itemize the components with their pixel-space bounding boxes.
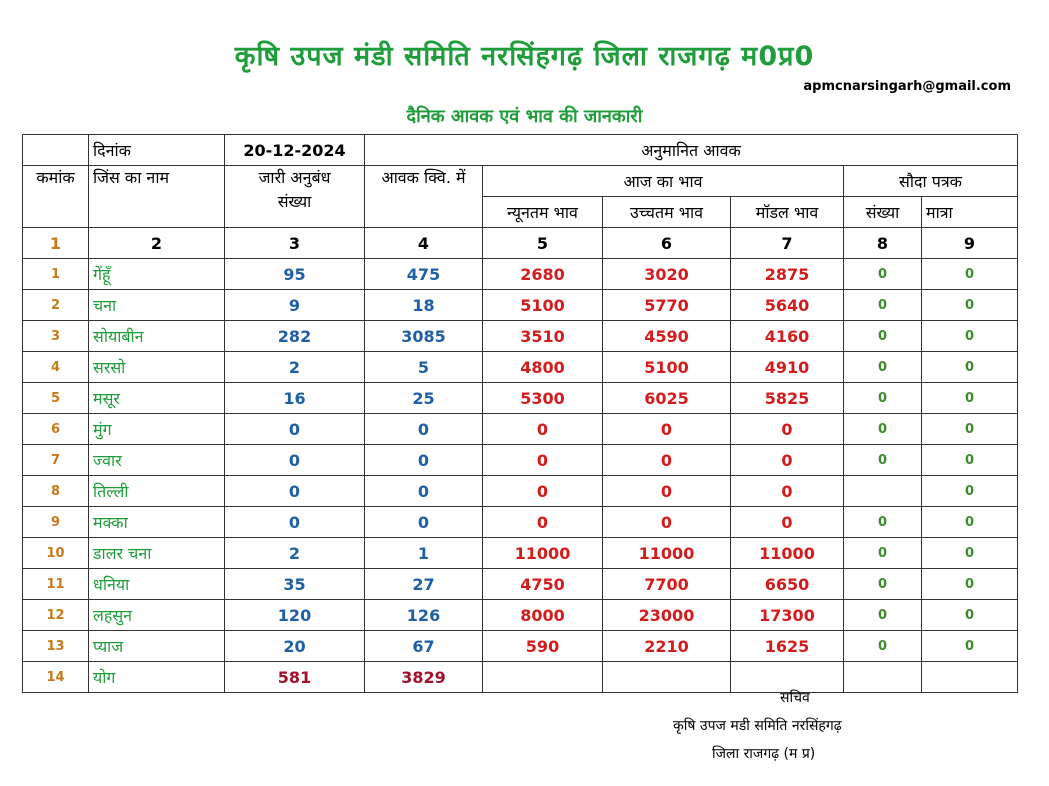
estimated-arrival-header: अनुमानित आवक [365, 135, 1018, 166]
serial-cell: 12 [23, 600, 89, 631]
arrival-cell: 0 [365, 476, 483, 507]
column-number: 5 [483, 228, 603, 259]
max-price-cell: 4590 [603, 321, 731, 352]
deal-quantity-cell: 0 [922, 631, 1018, 662]
deal-count-cell [844, 476, 922, 507]
max-price-cell: 6025 [603, 383, 731, 414]
min-price-cell: 0 [483, 476, 603, 507]
crop-name-cell: लहसुन [89, 600, 225, 631]
modal-price-cell: 6650 [731, 569, 844, 600]
column-number: 9 [922, 228, 1018, 259]
contracts-cell: 2 [225, 538, 365, 569]
modal-price-cell: 1625 [731, 631, 844, 662]
arrival-header: आवक क्वि. में [365, 166, 483, 228]
total-empty-cell [844, 662, 922, 693]
min-price-cell: 4800 [483, 352, 603, 383]
table-row [23, 383, 1018, 414]
contracts-cell: 35 [225, 569, 365, 600]
crop-header: जिंस का नाम [89, 166, 225, 228]
serial-cell: 5 [23, 383, 89, 414]
modal-price-cell: 11000 [731, 538, 844, 569]
min-price-cell: 0 [483, 445, 603, 476]
min-price-cell: 5300 [483, 383, 603, 414]
deal-quantity-cell: 0 [922, 352, 1018, 383]
contracts-cell: 0 [225, 507, 365, 538]
serial-cell: 11 [23, 569, 89, 600]
modal-price-cell: 4160 [731, 321, 844, 352]
email-address: apmcnarsingarh@gmail.com [803, 79, 1011, 94]
serial-cell: 3 [23, 321, 89, 352]
arrival-cell: 67 [365, 631, 483, 662]
max-price-cell: 5770 [603, 290, 731, 321]
arrival-cell: 1 [365, 538, 483, 569]
min-price-cell: 5100 [483, 290, 603, 321]
arrival-cell: 0 [365, 445, 483, 476]
crop-name-cell: मक्का [89, 507, 225, 538]
date-label: दिनांक [89, 135, 225, 166]
quantity-header: मात्रा [922, 197, 1018, 228]
modal-price-cell: 5825 [731, 383, 844, 414]
column-number: 8 [844, 228, 922, 259]
price-table [22, 134, 1018, 693]
deal-count-cell: 0 [844, 631, 922, 662]
crop-name-cell: सोयाबीन [89, 321, 225, 352]
max-price-cell: 11000 [603, 538, 731, 569]
contracts-cell: 0 [225, 476, 365, 507]
max-price-header: उच्चतम भाव [603, 197, 731, 228]
crop-name-cell: सरसो [89, 352, 225, 383]
serial-cell: 7 [23, 445, 89, 476]
deal-quantity-cell: 0 [922, 538, 1018, 569]
report-date: 20-12-2024 [225, 135, 365, 166]
contracts-header: जारी अनुबंध संख्या [225, 166, 365, 228]
deal-count-cell: 0 [844, 290, 922, 321]
modal-price-cell: 5640 [731, 290, 844, 321]
signature-organization: कृषि उपज मडी समिति नरसिंहगढ़ [673, 718, 842, 734]
deal-sheet-header: सौदा पत्रक [844, 166, 1018, 197]
arrival-cell: 27 [365, 569, 483, 600]
crop-name-cell: मुंग [89, 414, 225, 445]
crop-name-cell: चना [89, 290, 225, 321]
total-empty-cell [483, 662, 603, 693]
max-price-cell: 2210 [603, 631, 731, 662]
deal-count-cell: 0 [844, 569, 922, 600]
table-row [23, 600, 1018, 631]
modal-price-cell: 4910 [731, 352, 844, 383]
deal-count-cell: 0 [844, 600, 922, 631]
contracts-cell: 2 [225, 352, 365, 383]
crop-name-cell: तिल्ली [89, 476, 225, 507]
todays-price-header: आज का भाव [483, 166, 844, 197]
deal-count-cell: 0 [844, 383, 922, 414]
deal-count-cell: 0 [844, 259, 922, 290]
max-price-cell: 0 [603, 445, 731, 476]
crop-name-cell: धनिया [89, 569, 225, 600]
column-number: 1 [23, 228, 89, 259]
header-row-date [23, 135, 1018, 166]
total-row [23, 662, 1018, 693]
contracts-cell: 20 [225, 631, 365, 662]
table-row [23, 259, 1018, 290]
arrival-cell: 0 [365, 507, 483, 538]
contracts-cell: 16 [225, 383, 365, 414]
deal-count-cell: 0 [844, 321, 922, 352]
contracts-cell: 282 [225, 321, 365, 352]
serial-cell: 2 [23, 290, 89, 321]
table-row [23, 321, 1018, 352]
deal-quantity-cell: 0 [922, 600, 1018, 631]
serial-cell: 10 [23, 538, 89, 569]
max-price-cell: 3020 [603, 259, 731, 290]
serial-cell: 6 [23, 414, 89, 445]
column-number: 7 [731, 228, 844, 259]
total-serial-cell: 14 [23, 662, 89, 693]
table-row [23, 445, 1018, 476]
crop-name-cell: डालर चना [89, 538, 225, 569]
table-row [23, 631, 1018, 662]
serial-cell: 8 [23, 476, 89, 507]
modal-price-cell: 0 [731, 445, 844, 476]
arrival-cell: 25 [365, 383, 483, 414]
min-price-cell: 0 [483, 414, 603, 445]
serial-cell: 9 [23, 507, 89, 538]
total-empty-cell [603, 662, 731, 693]
max-price-cell: 0 [603, 476, 731, 507]
deal-count-cell: 0 [844, 352, 922, 383]
crop-name-cell: गेंहूँ [89, 259, 225, 290]
deal-quantity-cell: 0 [922, 507, 1018, 538]
serial-cell: 13 [23, 631, 89, 662]
arrival-cell: 0 [365, 414, 483, 445]
min-price-header: न्यूनतम भाव [483, 197, 603, 228]
max-price-cell: 0 [603, 414, 731, 445]
column-number: 3 [225, 228, 365, 259]
deal-quantity-cell: 0 [922, 476, 1018, 507]
table-row [23, 569, 1018, 600]
arrival-cell: 3085 [365, 321, 483, 352]
signature-title: सचिव [780, 690, 810, 706]
min-price-cell: 11000 [483, 538, 603, 569]
arrival-cell: 126 [365, 600, 483, 631]
table-row [23, 352, 1018, 383]
arrival-cell: 5 [365, 352, 483, 383]
max-price-cell: 0 [603, 507, 731, 538]
crop-name-cell: मसूर [89, 383, 225, 414]
min-price-cell: 3510 [483, 321, 603, 352]
page-subtitle: दैनिक आवक एवं भाव की जानकारी [406, 106, 643, 127]
crop-name-cell: प्याज [89, 631, 225, 662]
column-number: 4 [365, 228, 483, 259]
deal-quantity-cell: 0 [922, 414, 1018, 445]
total-contracts-cell: 581 [225, 662, 365, 693]
table-row [23, 476, 1018, 507]
deal-count-cell: 0 [844, 507, 922, 538]
deal-quantity-cell: 0 [922, 569, 1018, 600]
serial-cell: 4 [23, 352, 89, 383]
header-row-main [23, 166, 1018, 197]
page-title: कृषि उपज मंडी समिति नरसिंहगढ़ जिला राजगढ़ म0प्र0 [234, 41, 815, 72]
column-number-row [23, 228, 1018, 259]
contracts-cell: 120 [225, 600, 365, 631]
column-number: 6 [603, 228, 731, 259]
deal-quantity-cell: 0 [922, 321, 1018, 352]
signature-district: जिला राजगढ़ (म प्र) [712, 746, 816, 762]
modal-price-cell: 0 [731, 414, 844, 445]
arrival-cell: 475 [365, 259, 483, 290]
arrival-cell: 18 [365, 290, 483, 321]
contracts-cell: 9 [225, 290, 365, 321]
total-label-cell: योग [89, 662, 225, 693]
deal-quantity-cell: 0 [922, 259, 1018, 290]
min-price-cell: 8000 [483, 600, 603, 631]
deal-quantity-cell: 0 [922, 383, 1018, 414]
serial-cell: 1 [23, 259, 89, 290]
total-arrival-cell: 3829 [365, 662, 483, 693]
min-price-cell: 4750 [483, 569, 603, 600]
crop-name-cell: ज्वार [89, 445, 225, 476]
max-price-cell: 7700 [603, 569, 731, 600]
table-row [23, 507, 1018, 538]
modal-price-header: मॉडल भाव [731, 197, 844, 228]
deal-quantity-cell: 0 [922, 290, 1018, 321]
deal-quantity-cell: 0 [922, 445, 1018, 476]
min-price-cell: 0 [483, 507, 603, 538]
count-header: संख्या [844, 197, 922, 228]
modal-price-cell: 0 [731, 507, 844, 538]
max-price-cell: 5100 [603, 352, 731, 383]
table-row [23, 290, 1018, 321]
deal-count-cell: 0 [844, 414, 922, 445]
contracts-cell: 95 [225, 259, 365, 290]
column-number: 2 [89, 228, 225, 259]
deal-count-cell: 0 [844, 445, 922, 476]
min-price-cell: 590 [483, 631, 603, 662]
min-price-cell: 2680 [483, 259, 603, 290]
contracts-cell: 0 [225, 445, 365, 476]
table-row [23, 414, 1018, 445]
deal-count-cell: 0 [844, 538, 922, 569]
contracts-cell: 0 [225, 414, 365, 445]
total-empty-cell [922, 662, 1018, 693]
serial-header: कमांक [23, 166, 89, 228]
table-row [23, 538, 1018, 569]
max-price-cell: 23000 [603, 600, 731, 631]
modal-price-cell: 0 [731, 476, 844, 507]
modal-price-cell: 17300 [731, 600, 844, 631]
modal-price-cell: 2875 [731, 259, 844, 290]
